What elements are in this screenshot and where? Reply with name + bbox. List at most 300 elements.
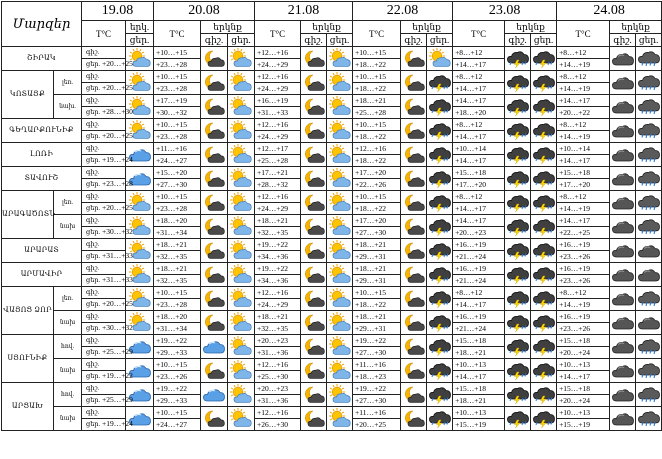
temperature-cell: +11…+16 (154, 143, 201, 155)
dark-cloud-icon (610, 239, 636, 263)
temperature-cell: +14…+17 (453, 131, 505, 143)
temperature-cell: գիշ. (82, 71, 126, 83)
temperature-cell: +24…+27 (154, 155, 201, 167)
dark-cloud-icon (610, 215, 636, 239)
moon-with-clouds-icon (201, 47, 228, 71)
temp-header: T°C (154, 21, 201, 47)
moon-with-clouds-icon (401, 47, 427, 71)
temperature-cell: +15…+18 (557, 383, 610, 395)
moon-with-clouds-icon (401, 95, 427, 119)
sun-behind-cloud-icon (228, 287, 255, 311)
forecast-table (1, 1, 662, 431)
temperature-cell: +19…+22 (353, 335, 401, 347)
temperature-cell: +29…+33 (154, 347, 201, 359)
sun-behind-cloud-icon (228, 47, 255, 71)
rain-cloud-icon (636, 407, 662, 431)
temperature-cell: +16…+19 (453, 239, 505, 251)
thunderstorm-rain-cloud-icon (531, 71, 557, 95)
temperature-cell: +12…+17 (255, 143, 301, 155)
sun-behind-cloud-icon (327, 359, 353, 383)
sun-behind-cloud-icon (327, 407, 353, 431)
temperature-cell: +21…+24 (453, 251, 505, 263)
temp-header: T°C (82, 21, 126, 47)
sun-behind-cloud-icon (327, 95, 353, 119)
moon-with-clouds-icon (401, 143, 427, 167)
temperature-cell: գիշ. (82, 407, 126, 419)
temperature-cell: +18…+22 (353, 83, 401, 95)
thunderstorm-rain-cloud-icon (531, 119, 557, 143)
temperature-cell: +28…+32 (255, 179, 301, 191)
temperature-cell: գիշ. (82, 143, 126, 155)
moon-with-clouds-icon (401, 335, 427, 359)
moon-with-clouds-icon (301, 143, 327, 167)
temperature-cell: +31…+34 (154, 323, 201, 335)
temperature-cell: +18…+22 (353, 155, 401, 167)
temperature-cell: +12…+16 (255, 119, 301, 131)
moon-with-clouds-icon (201, 71, 228, 95)
temperature-cell: գիշ. (82, 47, 126, 59)
temperature-cell: +10…+13 (453, 407, 505, 419)
moon-with-clouds-icon (401, 383, 427, 407)
rain-cloud-icon (636, 383, 662, 407)
region-subzone: հով. (54, 335, 82, 359)
temperature-cell: +14…+17 (453, 203, 505, 215)
temperature-cell: +18…+21 (353, 263, 401, 275)
thunderstorm-rain-cloud-icon (505, 71, 531, 95)
moon-with-clouds-icon (301, 71, 327, 95)
moon-with-clouds-icon (201, 407, 228, 431)
temperature-cell: ցեր. +20…+25 (82, 203, 126, 215)
dark-cloud-icon (610, 47, 636, 71)
temperature-cell: +14…+17 (453, 95, 505, 107)
temperature-cell: +10…+15 (154, 47, 201, 59)
temperature-cell: +24…+27 (154, 419, 201, 431)
region-name: ԱՐՑԱԽ (2, 383, 54, 431)
temperature-cell: +25…+28 (353, 107, 401, 119)
temperature-cell: ցեր. +20…+25 (82, 299, 126, 311)
sun-behind-cloud-icon (228, 119, 255, 143)
temperature-cell: +18…+22 (353, 59, 401, 71)
temperature-cell: +14…+19 (557, 59, 610, 71)
temperature-cell: +20…+24 (557, 347, 610, 359)
temperature-cell: +12…+16 (255, 71, 301, 83)
temperature-cell: +8…+12 (453, 71, 505, 83)
date-header: 21.08 (255, 2, 353, 21)
moon-with-clouds-icon (301, 47, 327, 71)
dark-cloud-icon (610, 287, 636, 311)
temperature-cell: +25…+28 (255, 155, 301, 167)
temperature-cell: ցեր. +19…+22 (82, 371, 126, 383)
region-name: ԱՐԱՐԱՏ (2, 239, 82, 263)
temperature-cell: +15…+18 (453, 167, 505, 179)
moon-with-clouds-icon (201, 263, 228, 287)
thunderstorm-rain-cloud-icon (531, 383, 557, 407)
region-name: ԼՈՌԻ (2, 143, 82, 167)
temperature-cell: ցեր. +31…+33 (82, 251, 126, 263)
dark-cloud-icon (610, 383, 636, 407)
temperature-cell: գիշ. (82, 191, 126, 203)
temperature-cell: +12…+16 (255, 47, 301, 59)
temperature-cell: +10…+15 (154, 119, 201, 131)
temperature-cell: ցեր. +19…+24 (82, 419, 126, 431)
temperature-cell: +18…+21 (255, 311, 301, 323)
temperature-cell: +10…+15 (353, 287, 401, 299)
sun-behind-cloud-icon (228, 359, 255, 383)
sun-behind-cloud-icon (327, 311, 353, 335)
table-row (2, 143, 662, 155)
region-name: ՎԱՅՈՑ ՁՈՐ (2, 287, 54, 335)
temperature-cell: +8…+12 (557, 191, 610, 203)
temperature-cell: +14…+17 (557, 155, 610, 167)
temperature-cell: +11…+16 (353, 407, 401, 419)
temperature-cell: գիշ. (82, 287, 126, 299)
temp-header: T°C (353, 21, 401, 47)
sun-behind-cloud-icon (327, 119, 353, 143)
thunderstorm-rain-cloud-icon (531, 47, 557, 71)
weather-header: երկնք (610, 21, 662, 34)
temperature-cell: +31…+34 (154, 227, 201, 239)
thunderstorm-rain-cloud-icon (427, 335, 453, 359)
temperature-cell: +14…+17 (453, 371, 505, 383)
thunderstorm-rain-cloud-icon (531, 287, 557, 311)
sun-behind-cloud-icon (327, 71, 353, 95)
rain-cloud-icon (636, 47, 662, 71)
moon-with-clouds-icon (201, 191, 228, 215)
moon-with-clouds-icon (301, 167, 327, 191)
sun-behind-cloud-icon (228, 167, 255, 191)
region-subzone: նախ (54, 407, 82, 431)
temperature-cell: +12…+16 (353, 143, 401, 155)
table-row (2, 263, 662, 275)
temperature-cell: +31…+36 (255, 347, 301, 359)
thunderstorm-rain-cloud-icon (505, 407, 531, 431)
temperature-cell: +18…+22 (353, 203, 401, 215)
sun-behind-cloud-icon (228, 335, 255, 359)
temperature-cell: գիշ. (82, 215, 126, 227)
night-header: գիշ. (610, 34, 636, 47)
moon-with-clouds-icon (301, 335, 327, 359)
temperature-cell: +24…+29 (255, 83, 301, 95)
thunderstorm-rain-cloud-icon (505, 47, 531, 71)
moon-with-clouds-icon (401, 287, 427, 311)
temperature-cell: +10…+15 (154, 359, 201, 371)
night-header: գիշ. (201, 34, 228, 47)
dark-cloud-icon (610, 119, 636, 143)
thunderstorm-rain-cloud-icon (427, 143, 453, 167)
thunderstorm-rain-cloud-icon (505, 239, 531, 263)
temperature-cell: +29…+31 (353, 275, 401, 287)
table-row (2, 47, 662, 59)
blue-cloud-icon (201, 383, 228, 407)
temperature-cell: +17…+20 (353, 215, 401, 227)
day-header: ցեր. (126, 34, 154, 47)
temperature-cell: +14…+19 (557, 299, 610, 311)
temperature-cell: +21…+24 (453, 323, 505, 335)
temperature-cell: գիշ. (82, 359, 126, 371)
temperature-cell: +10…+15 (154, 71, 201, 83)
moon-with-clouds-icon (401, 263, 427, 287)
region-name: ՏԱՎՈՒՇ (2, 167, 82, 191)
dark-cloud-icon (636, 263, 662, 287)
blue-cloud-icon (201, 335, 228, 359)
thunderstorm-rain-cloud-icon (427, 383, 453, 407)
temperature-cell: +12…+16 (255, 287, 301, 299)
moon-with-clouds-icon (301, 119, 327, 143)
thunderstorm-rain-cloud-icon (427, 239, 453, 263)
sun-behind-cloud-icon (228, 143, 255, 167)
table-row (2, 239, 662, 251)
temperature-cell: +19…+22 (255, 263, 301, 275)
temperature-cell: +10…+13 (453, 359, 505, 371)
rain-cloud-icon (636, 119, 662, 143)
temperature-cell: +18…+21 (353, 311, 401, 323)
temperature-cell: +23…+28 (154, 83, 201, 95)
temperature-cell: ցեր. +31…+33 (82, 275, 126, 287)
weather-header: երկնք (201, 21, 255, 34)
sun-behind-cloud-icon (228, 263, 255, 287)
sun-behind-cloud-icon (228, 95, 255, 119)
temperature-cell: +24…+29 (255, 203, 301, 215)
temperature-cell: ցեր. +25…+29 (82, 347, 126, 359)
table-row (2, 167, 662, 179)
thunderstorm-rain-cloud-icon (531, 407, 557, 431)
weather-header: երկնք (505, 21, 557, 34)
temperature-cell: +14…+17 (453, 155, 505, 167)
temperature-cell: ցեր. +28…+30 (82, 107, 126, 119)
temperature-cell: +19…+22 (353, 383, 401, 395)
moon-with-clouds-icon (401, 311, 427, 335)
dark-cloud-icon (610, 143, 636, 167)
night-header: գիշ. (401, 34, 427, 47)
temperature-cell: +18…+21 (453, 347, 505, 359)
temperature-cell: գիշ. (82, 263, 126, 275)
temperature-cell: +29…+31 (353, 323, 401, 335)
temperature-cell: +31…+36 (255, 395, 301, 407)
table-row (2, 287, 662, 299)
temperature-cell: +8…+12 (557, 287, 610, 299)
temperature-cell: ցեր. +30…+32 (82, 227, 126, 239)
sun-behind-cloud-icon (228, 215, 255, 239)
temperature-cell: +12…+16 (255, 359, 301, 371)
temperature-cell: +19…+22 (154, 335, 201, 347)
region-subzone: հով. (54, 383, 82, 407)
temperature-cell: ցեր. +19…+24 (82, 155, 126, 167)
temperature-cell: +16…+19 (453, 311, 505, 323)
thunderstorm-rain-cloud-icon (505, 143, 531, 167)
region-name: ԿՈՏԱՅՔ (2, 71, 54, 119)
temperature-cell: +18…+22 (353, 299, 401, 311)
weather-header: երկ. (126, 21, 154, 34)
temperature-cell: +24…+29 (255, 299, 301, 311)
thunderstorm-rain-cloud-icon (427, 191, 453, 215)
temperature-cell: +27…+30 (353, 347, 401, 359)
region-subzone: լեռ. (54, 287, 82, 311)
thunderstorm-rain-cloud-icon (505, 119, 531, 143)
temperature-cell: +10…+15 (154, 407, 201, 419)
sun-behind-cloud-icon (427, 47, 453, 71)
temperature-cell: +10…+15 (353, 71, 401, 83)
thunderstorm-rain-cloud-icon (427, 407, 453, 431)
temperature-cell: +10…+15 (154, 191, 201, 203)
temperature-cell: +12…+16 (255, 191, 301, 203)
dark-cloud-icon (610, 311, 636, 335)
thunderstorm-rain-cloud-icon (531, 95, 557, 119)
table-row (2, 71, 662, 83)
thunderstorm-rain-cloud-icon (531, 167, 557, 191)
temperature-cell: +32…+35 (154, 275, 201, 287)
temperature-cell: +20…+23 (255, 335, 301, 347)
moon-with-clouds-icon (301, 311, 327, 335)
region-subzone: լեռ. (54, 191, 82, 215)
thunderstorm-rain-cloud-icon (427, 359, 453, 383)
thunderstorm-rain-cloud-icon (531, 311, 557, 335)
temperature-cell: +23…+26 (557, 251, 610, 263)
temperature-cell: +14…+17 (557, 371, 610, 383)
thunderstorm-rain-cloud-icon (505, 359, 531, 383)
moon-with-clouds-icon (201, 359, 228, 383)
rain-cloud-icon (636, 95, 662, 119)
moon-with-clouds-icon (301, 215, 327, 239)
temperature-cell: ցեր. +20…+25 (82, 59, 126, 71)
temperature-cell: +24…+29 (255, 131, 301, 143)
moon-with-clouds-icon (201, 239, 228, 263)
moon-with-clouds-icon (301, 95, 327, 119)
sun-behind-cloud-icon (327, 287, 353, 311)
weather-header: երկնք (301, 21, 353, 34)
temperature-cell: +8…+12 (557, 71, 610, 83)
sun-behind-cloud-icon (327, 47, 353, 71)
temperature-cell: +14…+17 (453, 83, 505, 95)
table-row (2, 383, 662, 395)
table-row (2, 359, 662, 371)
moon-with-clouds-icon (401, 71, 427, 95)
temperature-cell: +18…+21 (154, 263, 201, 275)
table-row (2, 95, 662, 107)
temperature-cell: +17…+20 (557, 179, 610, 191)
temperature-cell: գիշ. (82, 95, 126, 107)
moon-with-clouds-icon (401, 359, 427, 383)
table-row (2, 215, 662, 227)
thunderstorm-rain-cloud-icon (427, 263, 453, 287)
temperature-cell: +8…+12 (453, 47, 505, 59)
temperature-cell: +26…+30 (255, 419, 301, 431)
temperature-cell: +10…+15 (353, 119, 401, 131)
temperature-cell: +22…+26 (353, 179, 401, 191)
temperature-cell: +16…+19 (557, 311, 610, 323)
temperature-cell: +8…+12 (557, 119, 610, 131)
moon-with-clouds-icon (301, 359, 327, 383)
temperature-cell: +22…+25 (557, 227, 610, 239)
temperature-cell: +16…+19 (557, 263, 610, 275)
moon-with-clouds-icon (201, 95, 228, 119)
sun-behind-cloud-icon (228, 383, 255, 407)
temperature-cell: +20…+22 (557, 107, 610, 119)
temperature-cell: +18…+20 (453, 107, 505, 119)
temperature-cell: +17…+20 (453, 179, 505, 191)
temperature-cell: ցեր. +30…+32 (82, 323, 126, 335)
thunderstorm-rain-cloud-icon (531, 239, 557, 263)
dark-cloud-icon (610, 359, 636, 383)
temperature-cell: +15…+19 (557, 419, 610, 431)
region-name: ԳԵՂԱՐՔՈՒՆԻՔ (2, 119, 82, 143)
temperature-cell: գիշ. (82, 239, 126, 251)
region-column-title: Մարզեր (2, 2, 82, 47)
temperature-cell: +14…+19 (557, 83, 610, 95)
temperature-cell: +14…+19 (557, 131, 610, 143)
table-row (2, 311, 662, 323)
temperature-cell: գիշ. (82, 383, 126, 395)
sun-behind-cloud-icon (228, 191, 255, 215)
temperature-cell: +10…+13 (557, 407, 610, 419)
thunderstorm-rain-cloud-icon (427, 71, 453, 95)
night-header: գիշ. (505, 34, 531, 47)
thunderstorm-rain-cloud-icon (505, 335, 531, 359)
temperature-cell: +30…+32 (154, 107, 201, 119)
temperature-cell: +14…+17 (557, 215, 610, 227)
temperature-cell: ցեր. +20…+25 (82, 131, 126, 143)
rain-cloud-icon (636, 335, 662, 359)
temperature-cell: +8…+12 (453, 119, 505, 131)
temperature-cell: +15…+18 (557, 167, 610, 179)
thunderstorm-rain-cloud-icon (531, 359, 557, 383)
temperature-cell: +18…+21 (353, 95, 401, 107)
moon-with-clouds-icon (401, 215, 427, 239)
temperature-cell: +18…+21 (154, 239, 201, 251)
thunderstorm-rain-cloud-icon (505, 263, 531, 287)
temperature-cell: գիշ. (82, 119, 126, 131)
temperature-cell: +20…+24 (557, 395, 610, 407)
temperature-cell: +10…+14 (557, 143, 610, 155)
thunderstorm-rain-cloud-icon (505, 215, 531, 239)
date-header: 23.08 (453, 2, 557, 21)
sun-behind-cloud-icon (327, 263, 353, 287)
temperature-cell: +14…+19 (557, 203, 610, 215)
sun-behind-cloud-icon (228, 407, 255, 431)
temperature-cell: +10…+15 (353, 191, 401, 203)
moon-with-clouds-icon (301, 191, 327, 215)
temperature-cell: +21…+24 (453, 275, 505, 287)
temperature-cell: +27…+30 (353, 395, 401, 407)
temperature-cell: +27…+30 (353, 227, 401, 239)
dark-cloud-icon (610, 335, 636, 359)
thunderstorm-rain-cloud-icon (427, 119, 453, 143)
region-subzone: նախ (54, 359, 82, 383)
region-subzone: լեռ. (54, 71, 82, 95)
thunderstorm-rain-cloud-icon (505, 191, 531, 215)
temperature-cell: +15…+18 (557, 335, 610, 347)
temperature-cell: +18…+20 (154, 311, 201, 323)
temperature-cell: +19…+22 (255, 239, 301, 251)
dark-cloud-icon (610, 71, 636, 95)
moon-with-clouds-icon (401, 239, 427, 263)
moon-with-clouds-icon (301, 263, 327, 287)
temperature-cell: գիշ. (82, 311, 126, 323)
temperature-cell: +23…+26 (154, 371, 201, 383)
temperature-cell: ցեր. +25…+29 (82, 395, 126, 407)
region-subzone: նախ. (54, 95, 82, 119)
sun-behind-cloud-icon (228, 239, 255, 263)
rain-cloud-icon (636, 71, 662, 95)
temp-header: T°C (255, 21, 301, 47)
temperature-cell: +14…+17 (557, 95, 610, 107)
temperature-cell: +14…+17 (453, 59, 505, 71)
temperature-cell: +32…+35 (255, 323, 301, 335)
temperature-cell: +24…+29 (255, 59, 301, 71)
dark-cloud-icon (610, 167, 636, 191)
thunderstorm-rain-cloud-icon (505, 287, 531, 311)
moon-with-clouds-icon (201, 167, 228, 191)
temperature-cell: +15…+19 (453, 419, 505, 431)
